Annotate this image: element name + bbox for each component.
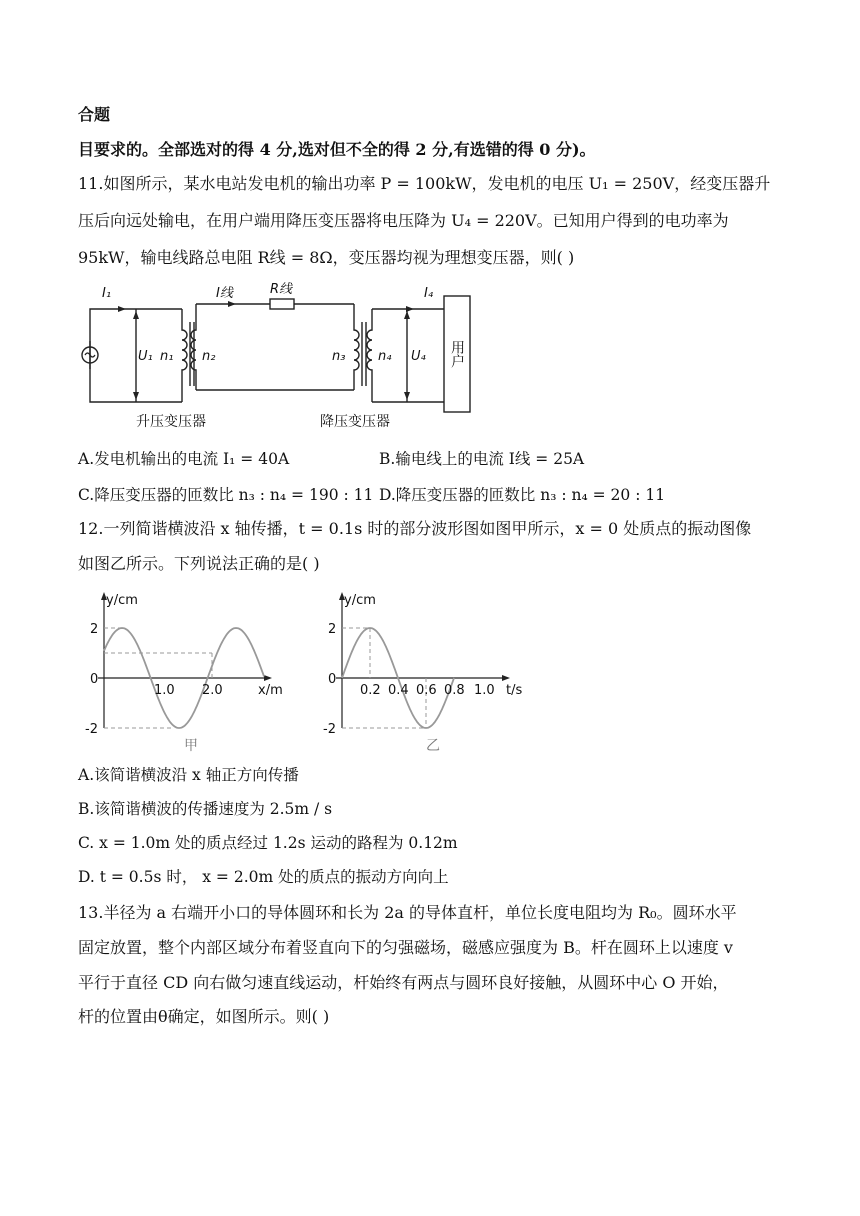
- graph-b-xtick-3: 0.6: [416, 683, 437, 698]
- q13-text-line1: 13.半径为 a 右端开小口的导体圆环和长为 2a 的导体直杆，单位长度电阻均为 R₀。圆环水平: [78, 903, 737, 922]
- q13-text-line3: 平行于直径 CD 向右做匀速直线运动，杆始终有两点与圆环良好接触，从圆环中心 O 开始，: [78, 973, 729, 992]
- label-U4: U₄: [411, 349, 426, 364]
- label-I4: I₄: [424, 286, 434, 301]
- graph-a-xtick-2: 2.0: [202, 683, 223, 698]
- label-n2: n₂: [202, 349, 216, 364]
- graph-b-caption: 乙: [426, 738, 440, 754]
- q11-text-line3: 95kW，输电线路总电阻 R线 = 8Ω，变压器均视为理想变压器，则( ): [78, 248, 575, 267]
- graph-a-ytick-neg: -2: [85, 722, 98, 737]
- q12-text-line2: 如图乙所示。下列说法正确的是( ): [78, 554, 320, 573]
- q11-circuit-diagram: [74, 282, 474, 432]
- q13-text-line2: 固定放置，整个内部区域分布着竖直向下的匀强磁场，磁感应强度为 B。杆在圆环上以速度 v: [78, 938, 733, 957]
- q11-option-a: A.发电机输出的电流 I₁ = 40A: [78, 450, 290, 468]
- label-step-up: 升压变压器: [136, 414, 206, 430]
- graph-a-ytick-zero: 0: [90, 672, 99, 687]
- label-n3: n₃: [332, 349, 346, 364]
- q11-option-d: D.降压变压器的匝数比 n₃ : n₄ = 20 : 11: [379, 486, 666, 504]
- label-n1: n₁: [160, 349, 174, 364]
- q11-option-c: C.降压变压器的匝数比 n₃ : n₄ = 190 : 11: [78, 486, 374, 504]
- graph-b-ytick-neg: -2: [323, 722, 336, 737]
- q12-text-line1: 12.一列简谐横波沿 x 轴传播，t = 0.1s 时的部分波形图如图甲所示，x = 0 处质点的振动图像: [78, 519, 752, 538]
- graph-a-caption: 甲: [184, 738, 198, 754]
- graph-b-xtick-4: 0.8: [444, 683, 465, 698]
- label-Iline: I线: [216, 286, 233, 301]
- q11-text-line2: 压后向远处输电，在用户端用降压变压器将电压降为 U₄ = 220V。已知用户得到的电功率为: [78, 211, 729, 230]
- label-step-down: 降压变压器: [320, 414, 390, 430]
- label-U1: U₁: [138, 349, 153, 364]
- q12-option-b: B.该简谐横波的传播速度为 2.5m / s: [78, 800, 333, 818]
- graph-b-xtick-1: 0.2: [360, 683, 381, 698]
- section-heading: 合题: [78, 105, 111, 124]
- graph-a-ylabel: y/cm: [106, 593, 138, 608]
- label-user: 用户: [449, 340, 465, 368]
- q11-option-b: B.输电线上的电流 I线 = 25A: [379, 450, 585, 468]
- label-Rline: R线: [270, 282, 293, 297]
- graph-a-xlabel: x/m: [258, 683, 283, 698]
- q12-graph-wave: [78, 588, 298, 758]
- graph-b-ytick-zero: 0: [328, 672, 337, 687]
- label-n4: n₄: [378, 349, 392, 364]
- graph-a-xtick-1: 1.0: [154, 683, 175, 698]
- q12-option-c: C. x = 1.0m 处的质点经过 1.2s 运动的路程为 0.12m: [78, 834, 458, 852]
- graph-b-ytick-pos: 2: [328, 622, 337, 637]
- graph-b-xtick-2: 0.4: [388, 683, 409, 698]
- q13-text-line4: 杆的位置由θ确定，如图所示。则( ): [78, 1007, 330, 1026]
- graph-a-ytick-pos: 2: [90, 622, 99, 637]
- q12-option-d: D. t = 0.5s 时， x = 2.0m 处的质点的振动方向向上: [78, 868, 449, 886]
- graph-b-xtick-5: 1.0: [474, 683, 495, 698]
- q12-option-a: A.该简谐横波沿 x 轴正方向传播: [78, 766, 299, 784]
- q11-text-line1: 11.如图所示，某水电站发电机的输出功率 P = 100kW，发电机的电压 U₁ = 250V，经变压器升: [78, 174, 771, 193]
- graph-b-xlabel: t/s: [506, 683, 523, 698]
- label-I1: I₁: [102, 286, 112, 301]
- graph-b-ylabel: y/cm: [344, 593, 376, 608]
- section-instructions: 目要求的。全部选对的得 4 分,选对但不全的得 2 分,有选错的得 0 分)。: [78, 140, 596, 159]
- q12-graph-vibration: [322, 588, 542, 758]
